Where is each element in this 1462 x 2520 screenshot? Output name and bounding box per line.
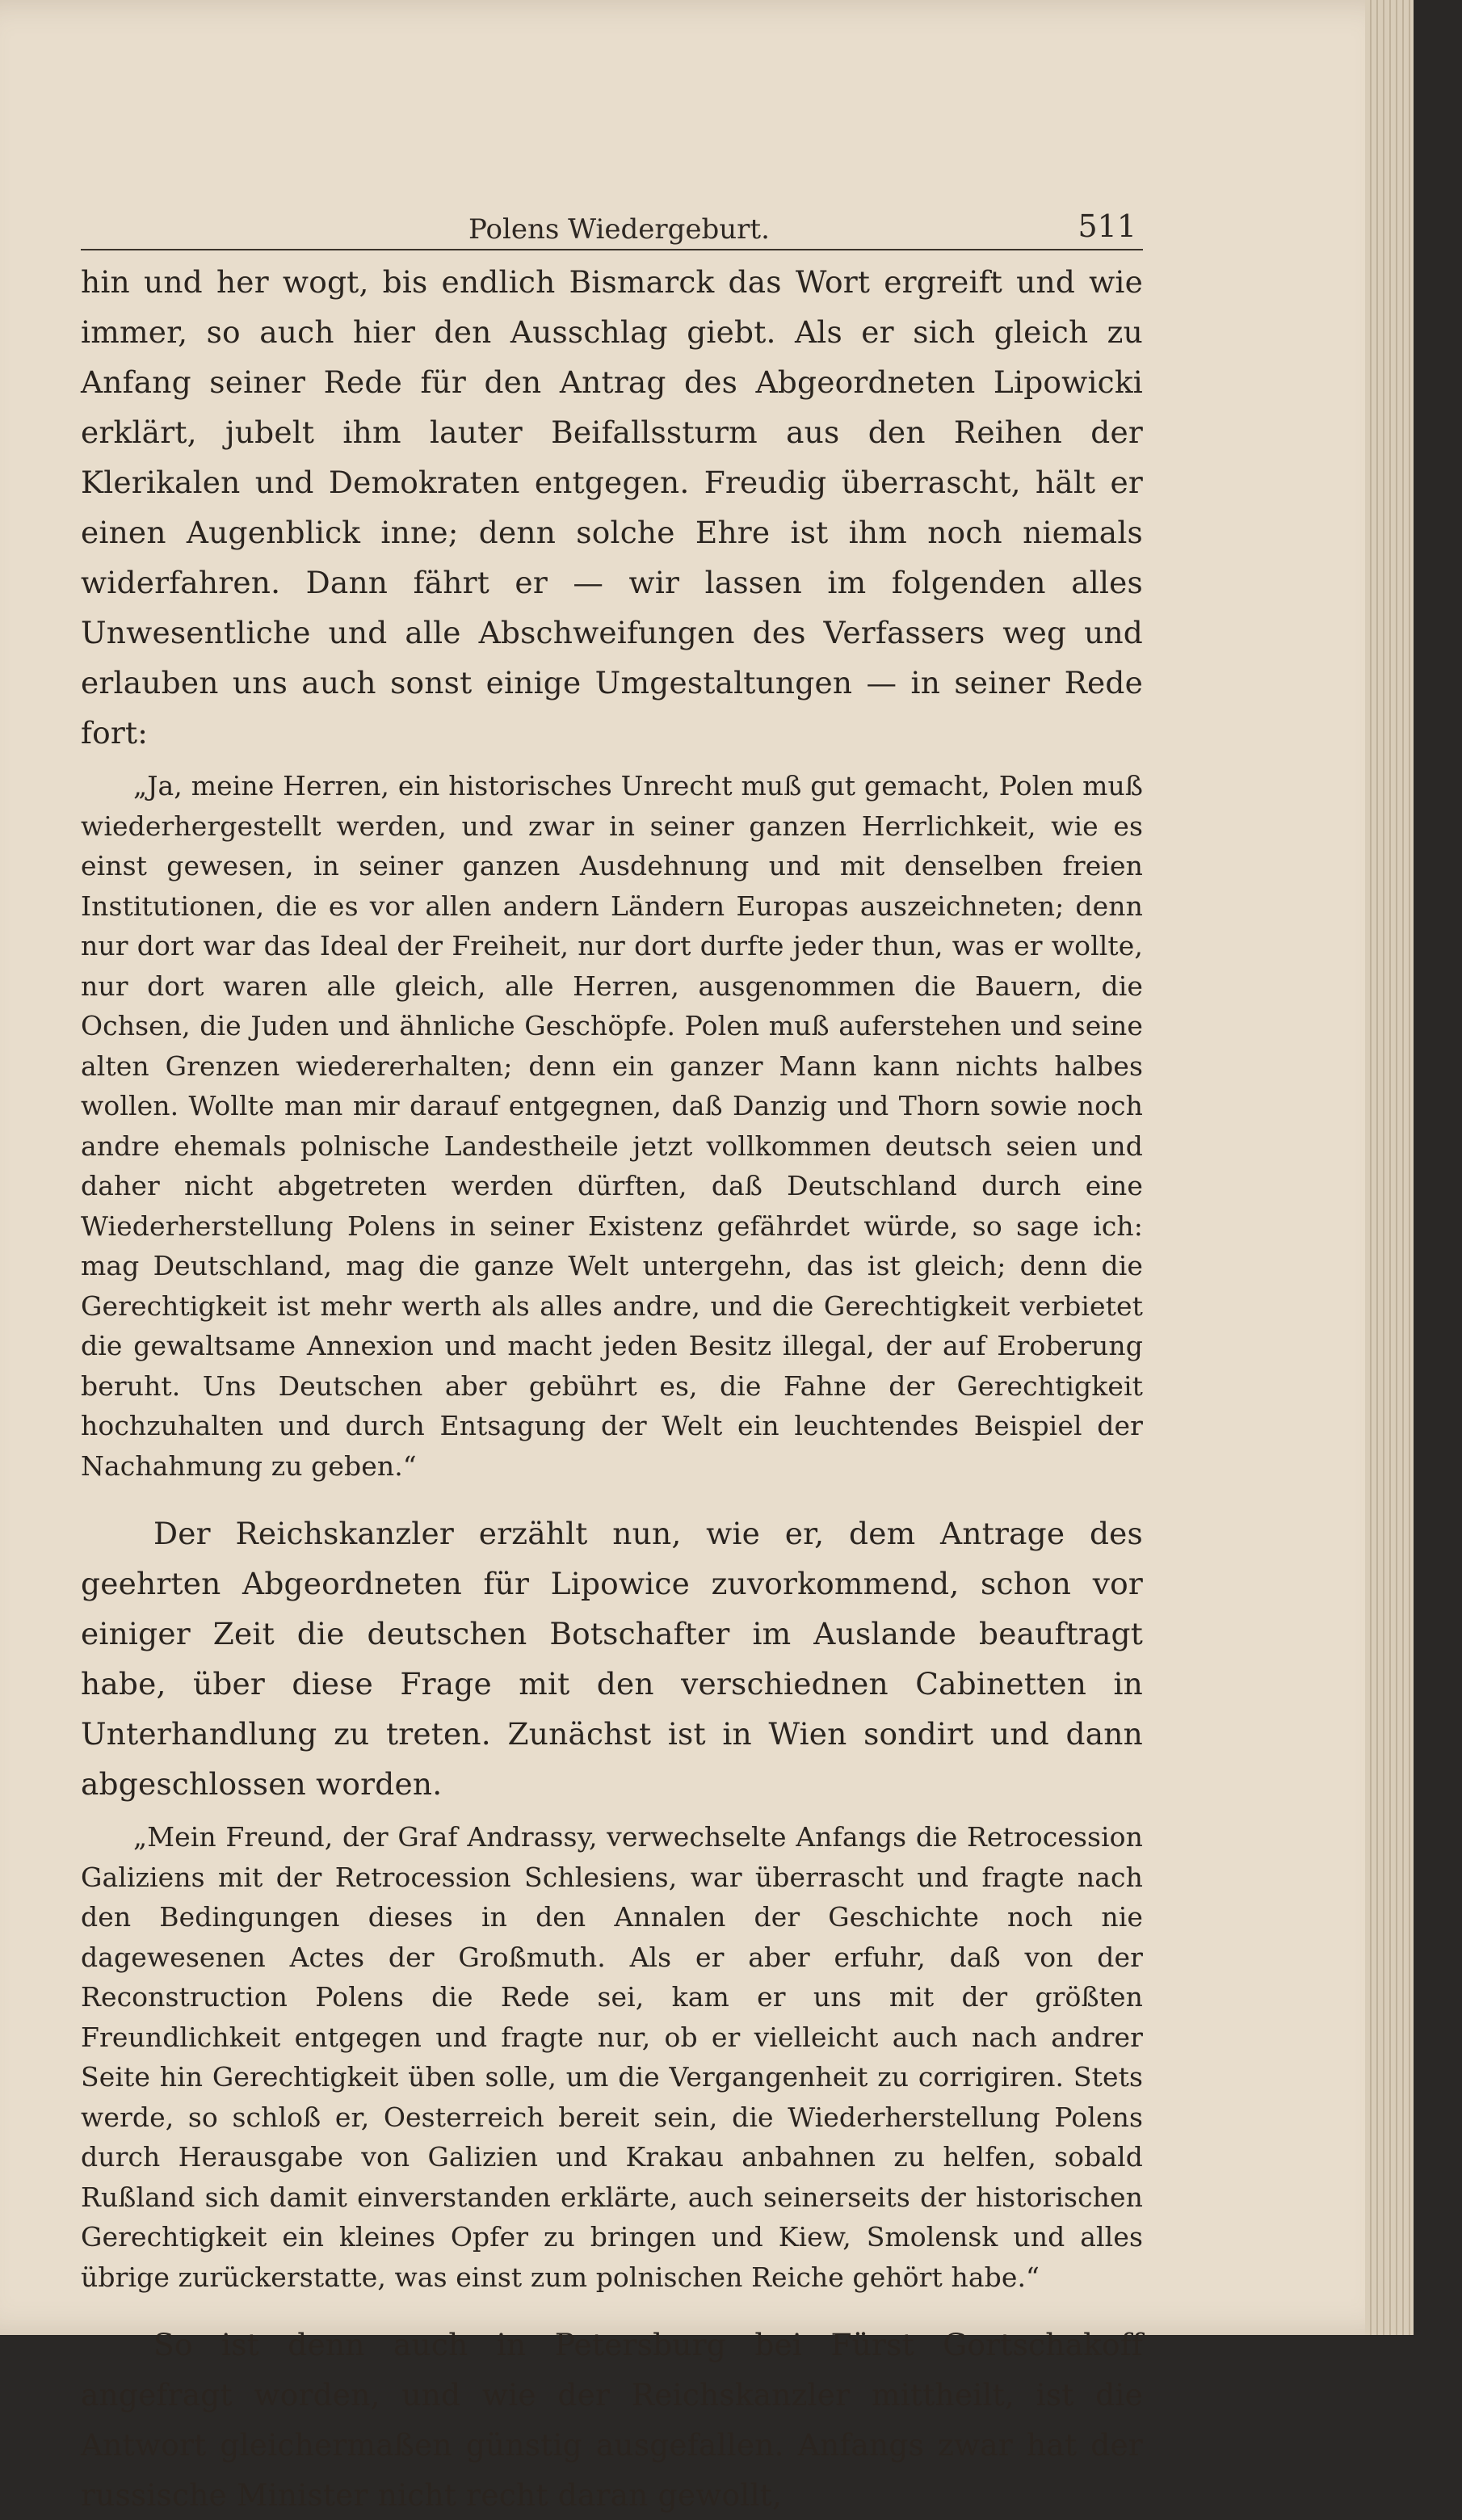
body-text: [81, 257, 1143, 2520]
page-edge: [1365, 0, 1414, 2335]
page-header: [81, 208, 1143, 250]
paragraph-3: So ist denn auch in Petersburg bei Fürst Gortschakoff angefragt worden, und wie der Reichskanzler mittheilt, ist die Antwort gleichermaßen günstig ausgefallen. Anfangs zwar hat der russische Minister nicht recht daran gewollt,: [81, 2327, 1143, 2513]
page-number: 511: [1078, 208, 1136, 244]
paragraph-2: Der Reichskanzler erzählt nun, wie er, dem Antrage des geehrten Abgeordneten für Lipowice zuvorkommend, schon vor einiger Zeit die deutschen Botschafter im Auslande beauftragt habe, über diese Frage mit den verschiednen Cabinetten in Unterhandlung zu treten. Zunächst ist in Wien sondirt und dann abgeschlossen worden.: [81, 1516, 1143, 1802]
paragraph-1: hin und her wogt, bis endlich Bismarck das Wort ergreift und wie immer, so auch hier den Ausschlag giebt. Als er sich gleich zu Anfang seiner Rede für den Antrag des Abgeordneten Lipowicki erklärt, jubelt ihm lauter Beifallssturm aus den Reihen der Klerikalen und Demokraten entgegen. Freudig überrascht, hält er einen Augenblick inne; denn solche Ehre ist ihm noch niemals widerfahren. Dann fährt er — wir lassen im folgenden alles Unwesentliche und alle Abschweifungen des Verfassers weg und erlauben uns auch sonst einige Umgestaltungen — in seiner Rede fort:: [81, 264, 1143, 751]
quote-2: „Mein Freund, der Graf Andrassy, verwechselte Anfangs die Retrocession Galiziens mit der Retrocession Schlesiens, war überrascht und fragte nach den Bedingungen dieses in den Annalen der Geschichte noch nie dagewesenen Actes der Großmuth. Als er aber erfuhr, daß von der Reconstruction Polens die Rede sei, kam er uns mit der größten Freundlichkeit entgegen und fragte nur, ob er vielleicht auch nach andrer Seite hin Gerechtigkeit üben solle, um die Vergangenheit zu corrigiren. Stets werde, so schloß er, Oesterreich bereit sein, die Wiederherstellung Polens durch Herausgabe von Galizien und Krakau anbahnen zu helfen, sobald Rußland sich damit einverstanden erklärte, auch seinerseits der historischen Gerechtigkeit ein kleines Opfer zu bringen und Kiew, Smolensk und alles übrige zurückerstatte, was einst zum polnischen Reiche gehört habe.“: [81, 1821, 1143, 2293]
running-title: Polens Wiedergeburt.: [468, 213, 770, 246]
quote-1: „Ja, meine Herren, ein historisches Unrecht muß gut gemacht, Polen muß wiederhergestellt werden, und zwar in seiner ganzen Herrlichkeit, wie es einst gewesen, in seiner ganzen Ausdehnung und mit denselben freien Institutionen, die es vor allen andern Ländern Europas auszeichneten; denn nur dort war das Ideal der Freiheit, nur dort durfte jeder thun, was er wollte, nur dort waren alle gleich, alle Herren, ausgenommen die Bauern, die Ochsen, die Juden und ähnliche Geschöpfe. Polen muß auferstehen und seine alten Grenzen wiedererhalten; denn ein ganzer Mann kann nichts halbes wollen. Wollte man mir darauf entgegnen, daß Danzig und Thorn sowie noch andre ehemals polnische Landestheile jetzt vollkommen deutsch seien und daher nicht abgetreten werden dürften, daß Deutschland durch eine Wiederherstellung Polens in seiner Existenz gefährdet würde, so sage ich: mag Deutschland, mag die ganze Welt untergehn, das ist gleich; denn die Gerechtigkeit ist mehr werth als alles andre, und die Gerechtigkeit verbietet die gewaltsame Annexion und macht jeden Besitz illegal, der auf Eroberung beruht. Uns Deutschen aber gebührt es, die Fahne der Gerechtigkeit hochzuhalten und durch Entsagung der Welt ein leuchtendes Beispiel der Nachahmung zu geben.“: [81, 770, 1143, 1482]
